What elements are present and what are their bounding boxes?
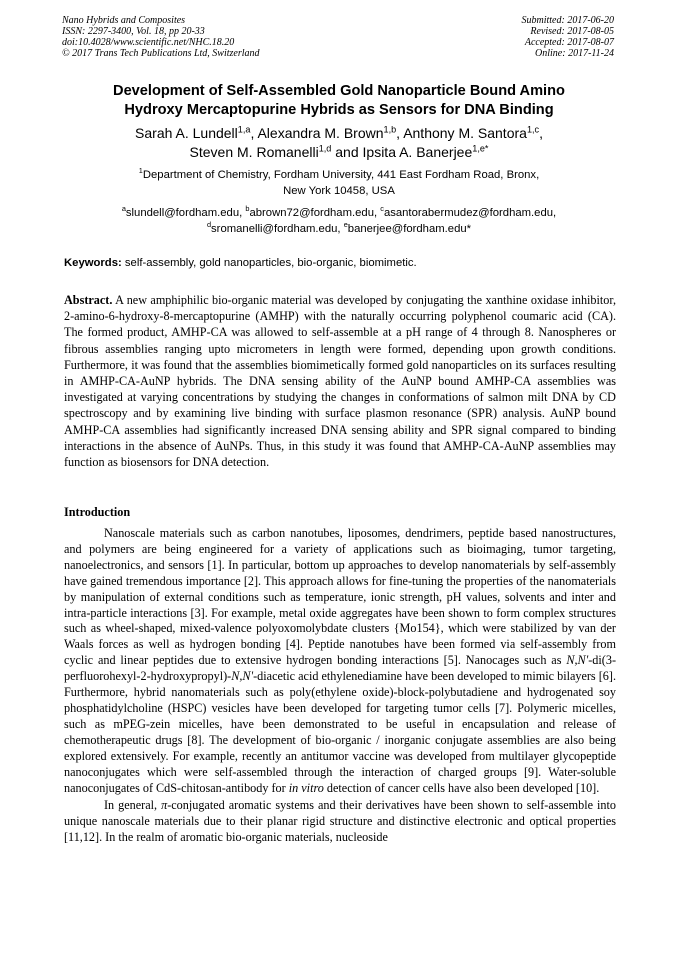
abstract-text: A new amphiphilic bio-organic material was developed by conjugating the xanthine oxidase inhibitor, 2-amino-6-hydroxy-8-mercaptopurine (AMHP) with the naturally occurring polyphenol coumaric acid (CA). The formed product, AMHP-CA was allowed to self-assemble at a pH range of 4 through 8. Nanospheres or fibrous assemblies ranging upto micrometers in length were formed, depending upon growth conditions. Furthermore, it was found that the assemblies biomimetically formed gold nanoparticles on its surfaces resulting in AMHP-CA-AuNP hybrids. The DNA sensing ability of the AuNP bound AMHP-CA assemblies was investigated at varying concentrations by studying the changes in conformations of salmon milt DNA by CD spectroscopy and by examining live binding with surface plasmon resonance (SPR) analysis. AuNP bound AMHP-CA assemblies had significantly increased DNA sensing ability and SPR signal compared to binding interactions in the absence of AuNPs. Thus, in this study it was found that AMHP-CA-AuNP assemblies may function as biosensors for DNA detection. [64, 293, 617, 470]
abstract-label: Abstract. [64, 293, 113, 307]
affiliation-line [40, 168, 638, 184]
issn-line: ISSN: 2297-3400, Vol. 18, pp 20-33 [62, 26, 205, 37]
paper-title [40, 82, 638, 120]
dates-header [522, 15, 615, 59]
keywords-label: Keywords: [64, 257, 122, 269]
author-sup: 1,c [526, 124, 540, 135]
affiliation [40, 168, 638, 199]
author-list [40, 124, 638, 162]
author-line [40, 124, 638, 143]
author-name: Alexandra M. Brown [257, 125, 384, 141]
author-sep: , [250, 125, 258, 141]
affiliation-text: Department of Chemistry, Fordham University, 441 East Fordham Road, Bronx, [142, 169, 540, 181]
title-line: Development of Self-Assembled Gold Nanoparticle Bound Amino [113, 83, 565, 99]
email-line: $^a$slundell@fordham.edu, $^b$abrown72@fordham.edu, $^c$asantorabermudez@fordham.edu, [121, 204, 557, 219]
submitted-date: Submitted: 2017-06-20 [521, 15, 614, 26]
author-line [40, 143, 638, 162]
paragraph: In general, π-conjugated aromatic systems and their derivatives have been shown to self-assemble into unique nanoscale materials due to their planar rigid structure and distinctive electronic and optical properties [11,12]. In the realm of aromatic bio-organic materials, nucleoside [64, 798, 617, 845]
email-link[interactable]: abrown72@fordham.edu [249, 207, 374, 219]
author-name: Steven M. Romanelli [189, 144, 319, 160]
introduction-body [64, 526, 616, 846]
author-name: Anthony M. Santora [403, 125, 527, 141]
journal-header [62, 15, 260, 59]
copyright-line: © 2017 Trans Tech Publications Ltd, Switzerland [62, 48, 260, 59]
author-sup: 1,d [318, 143, 332, 154]
author-sep: and [331, 144, 363, 160]
author-sep: , [396, 125, 404, 141]
accepted-date: Accepted: 2017-08-07 [524, 37, 614, 48]
abstract [64, 292, 616, 470]
section-heading: Introduction [64, 505, 131, 519]
journal-name: Nano Hybrids and Composites [62, 15, 186, 26]
keywords-text: self-assembly, gold nanoparticles, bio-organic, biomimetic. [124, 257, 417, 269]
email-list [40, 206, 638, 237]
online-date: Online: 2017-11-24 [535, 48, 614, 59]
email-line: $^d$sromanelli@fordham.edu, $^e$banerjee@fordham.edu* [206, 219, 472, 235]
email-link[interactable]: slundell@fordham.edu [125, 207, 240, 219]
author-sup: 1,e* [472, 143, 489, 154]
doi-line[interactable]: doi:10.4028/www.scientific.net/NHC.18.20 [62, 37, 235, 48]
email-link[interactable]: sromanelli@fordham.edu [211, 222, 338, 235]
author-name: Ipsita A. Banerjee [362, 144, 473, 160]
affiliation-sup: 1 [138, 166, 143, 176]
title-line: Hydroxy Mercaptopurine Hybrids as Sensors for DNA Binding [124, 102, 554, 118]
email-link[interactable]: asantorabermudez@fordham.edu [383, 207, 554, 219]
email-link[interactable]: banerjee@fordham.edu* [347, 222, 472, 235]
author-sep: , [539, 125, 543, 141]
paragraph: Nanoscale materials such as carbon nanotubes, liposomes, dendrimers, peptide based nanostructures, and polymers are being engineered for a variety of applications such as bioimaging, tumor targeting, nanoelectronics, and sensors [1]. In particular, bottom up approaches to develop nanomaterials by self-assembly have gained tremendous importance [2]. This approach allows for fine-tuning the properties of the nanomaterials by manipulation of external conditions such as temperature, ionic strength, pH values, solvents and inter and intra-particle interactions [3]. For example, metal oxide aggregates have been shown to form complex structures such as wheel-shaped, mixed-valence polyoxomolybdate clusters {Mo154}, which were stabilized by van der Waals forces as well as hydrogen bonding [4]. Peptide nanotubes have been formed via self-assembly from cyclic and linear peptides due to extensive hydrogen bonding interactions [5]. Nanocages such as N,N'-di(3-perfluorohexyl-2-hydroxypropyl)-N,N'-diacetic acid ethylenediamine have been developed to mimic bilayers [6]. Furthermore, hybrid nanomaterials such as poly(ethylene oxide)-block-polybutadiene and hydrogenated soy phosphatidylcholine (HSPC) vesicles have been developed for targeting tumor cells [7]. Polymeric micelles, such as mPEG-zein micelles, have been demonstrated to be useful in encapsulation and release of chemotherapeutic drugs [8]. The development of bio-organic / inorganic conjugate assemblies are also being explored extensively. For example, recently an antitumor vaccine was developed from multilayer glycopeptide nanoconjugates which were self-assembled through the interaction of charged groups [9]. Water-soluble nanoconjugates of CdS-chitosan-antibody for in vitro detection of cancer cells have also been developed [10]. [64, 526, 616, 795]
author-name: Sarah A. Lundell [135, 125, 238, 141]
revised-date: Revised: 2017-08-05 [530, 26, 614, 37]
author-sup: 1,b [383, 124, 397, 135]
affiliation-line: New York 10458, USA [283, 184, 395, 197]
keywords [64, 256, 616, 270]
author-sup: 1,a [237, 124, 251, 135]
